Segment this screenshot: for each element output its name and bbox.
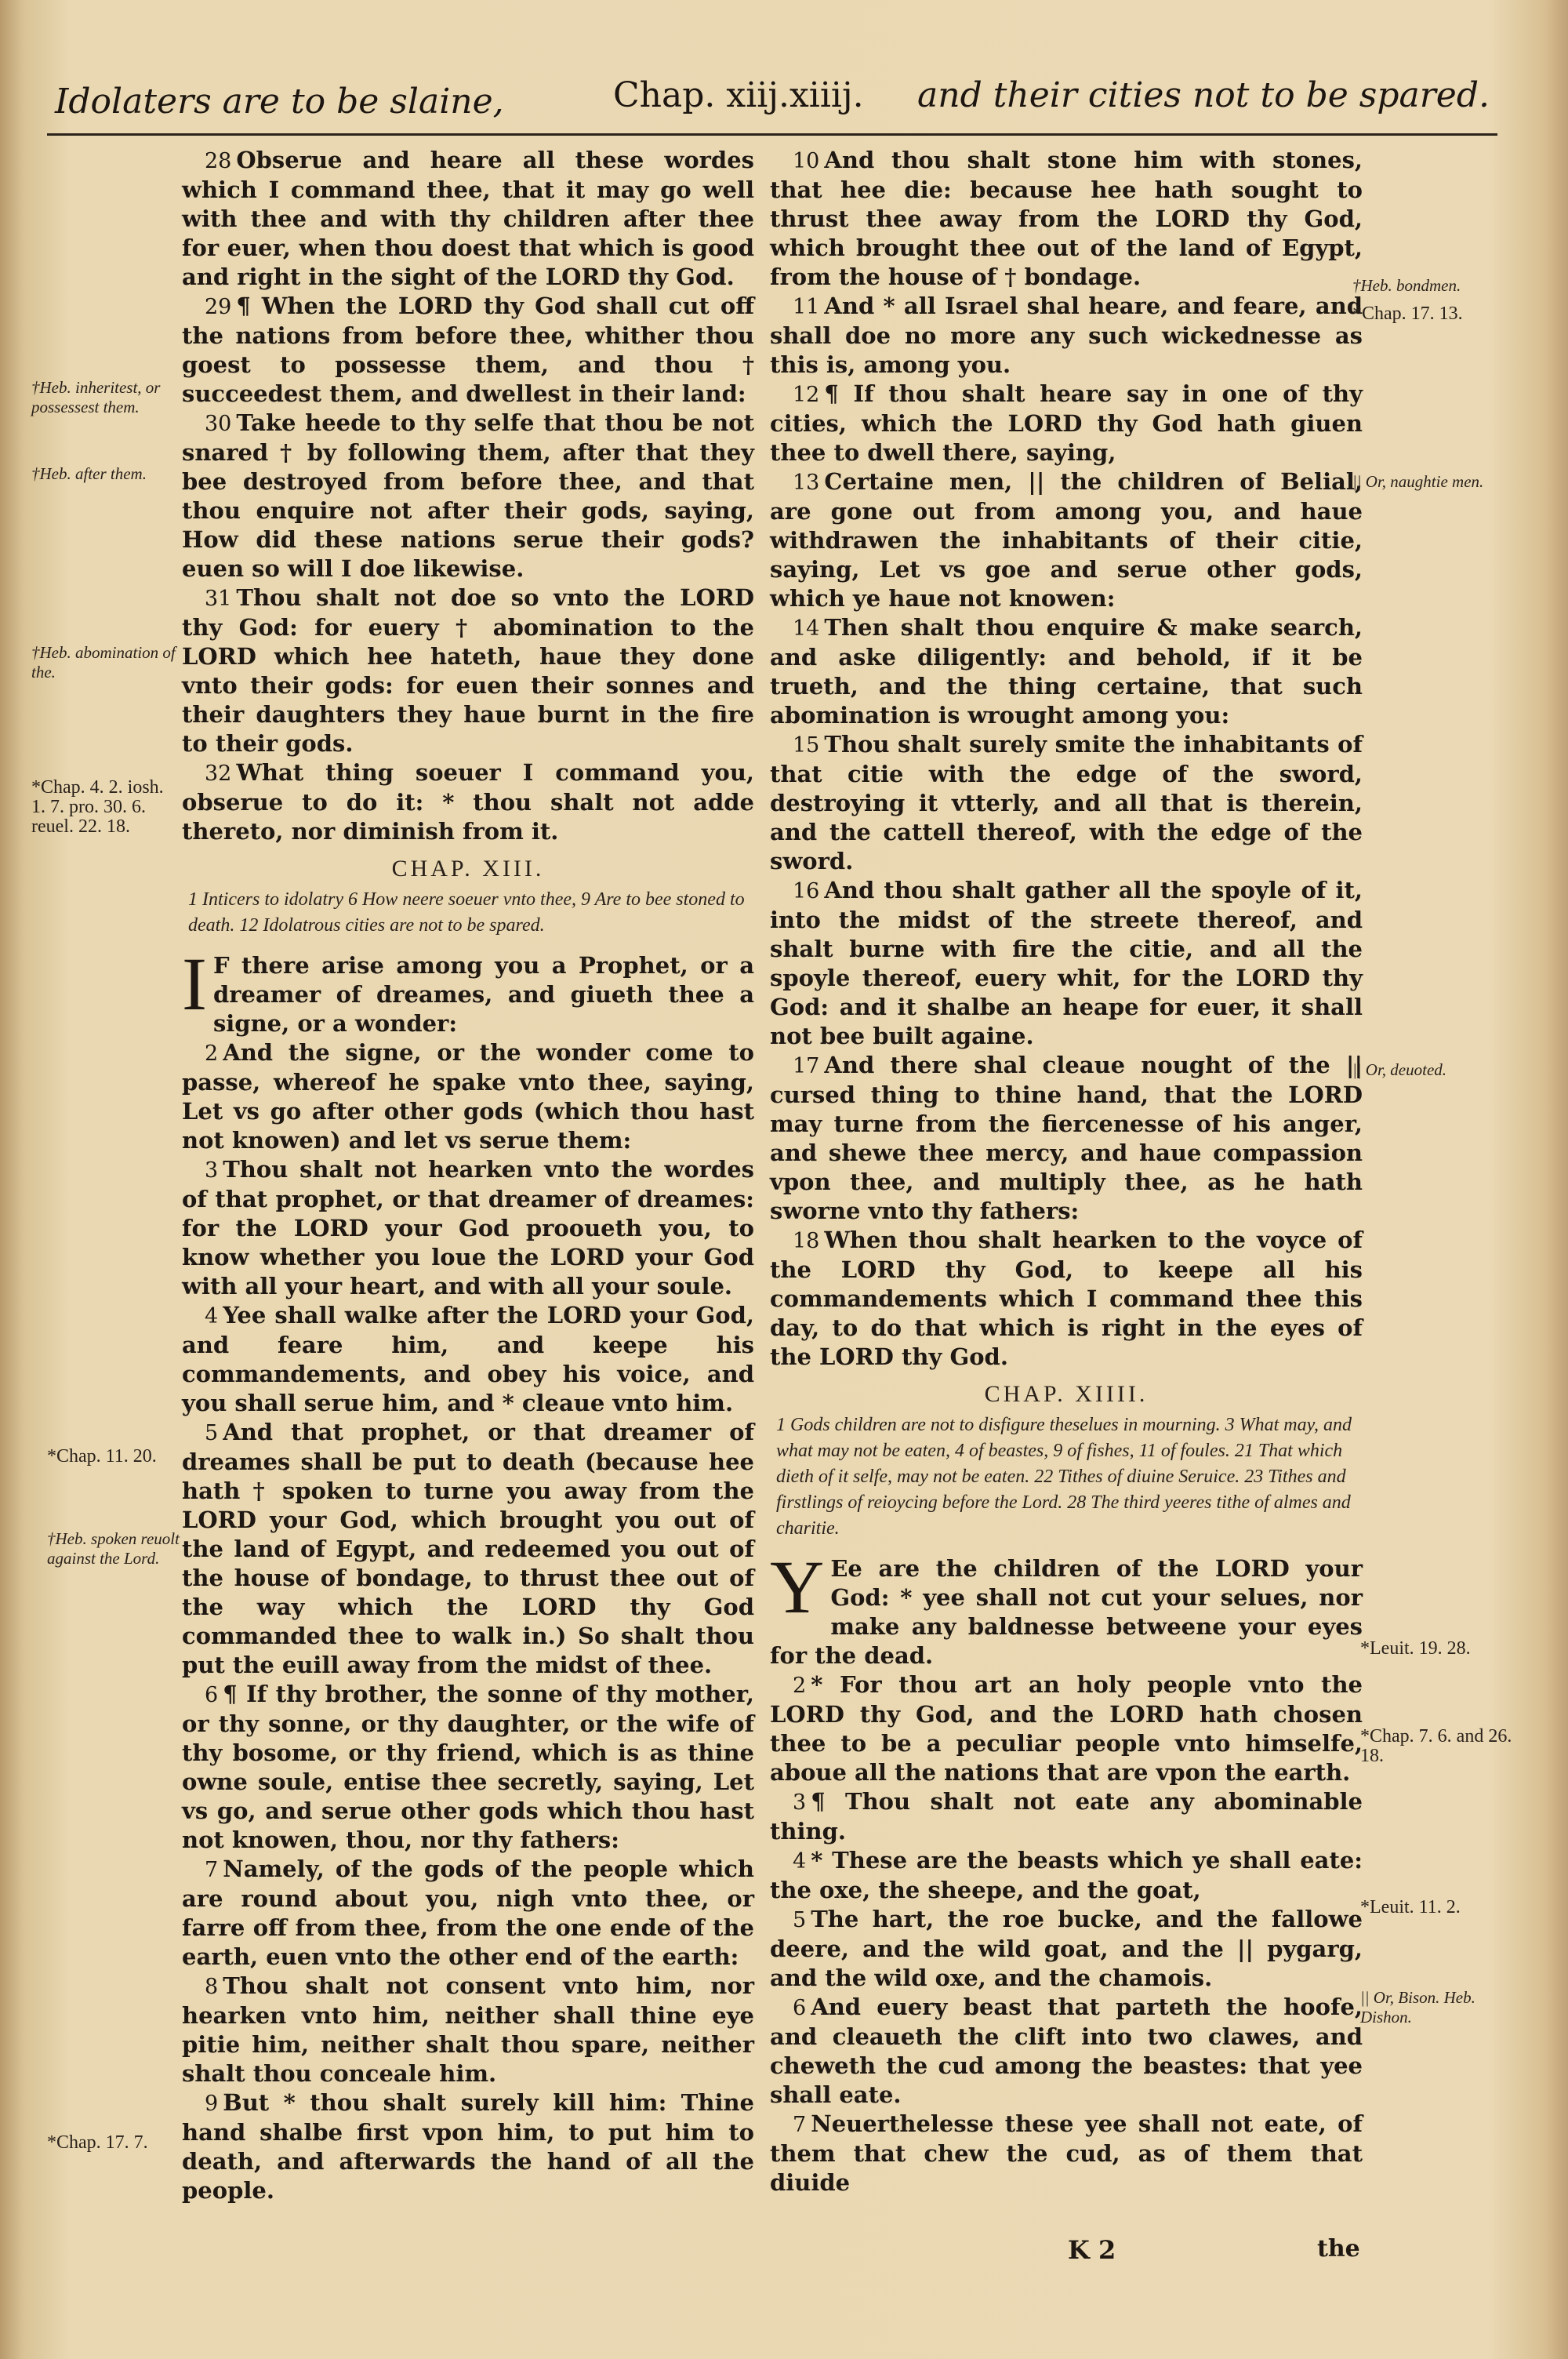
verse-text: When thou shalt hearken to the voyce of the LORD thy God, to keepe all his commandements which I command thee this day, to do that which is right in the eyes of the LORD thy God.	[770, 1227, 1363, 1370]
verse-number: 17	[793, 1054, 820, 1078]
verse-number: 4	[793, 1849, 807, 1874]
verse-number: 5	[793, 1908, 807, 1932]
verse-text: Thou shalt surely smite the inhabitants of that citie with the edge of the sword, destroying it vtterly, and all that is therein, and the cattell thereof, with the edge of the sword.	[770, 731, 1363, 874]
verse	[182, 1972, 754, 2088]
verse	[770, 876, 1363, 1051]
verse-text: And * all Israel shal heare, and feare, and shall doe no more any such wickednesse as this is, among you.	[770, 293, 1363, 378]
right-column	[770, 146, 1363, 2197]
margin-note: *Chap. 17. 13.	[1352, 304, 1463, 324]
verse-text: Obserue and heare all these wordes which I command thee, that it may go well with thee and with thy children after thee for euer, when thou doest that which is good and right in the sight of the LORD thy God.	[182, 147, 754, 290]
verse	[182, 1855, 754, 1972]
verse	[770, 730, 1363, 876]
verse-number: 2	[205, 1041, 219, 1066]
verse-text: Namely, of the gods of the people which are round about you, nigh vnto thee, or farre off from thee, from the one ende of the earth, euen vnto the other end of the earth:	[182, 1856, 754, 1970]
chapter-12-verses	[182, 146, 754, 846]
verse	[182, 292, 754, 409]
verse-text: Thou shalt not consent vnto him, nor hearken vnto him, neither shall thine eye pitie him, neither shalt thou spare, neither shalt thou conceale him.	[182, 1972, 754, 2087]
verse-text: And that prophet, or that dreamer of dreames shall be put to death (because hee hath † spoken to turne you away from the LORD your God, which brought you out of the land of Egypt, and redeemed you out of the house of bondage, to thrust thee out of the way which the LORD thy God commanded thee to walk in.) So shalt thou put the euill away from the midst of thee.	[182, 1419, 754, 1678]
verse-number: 30	[205, 412, 232, 436]
chapter-13-verses-cont	[770, 146, 1363, 1372]
margin-note: || Or, Bison. Heb. Dishon.	[1360, 1988, 1475, 2026]
verse	[770, 1051, 1363, 1226]
verse-text: And the signe, or the wonder come to passe, whereof he spake vnto thee, saying, Let vs go after other gods (which thou hast not knowen) and let vs serue them:	[182, 1039, 754, 1154]
header-right: and their cities not to be spared.	[917, 75, 1490, 115]
margin-note: *Chap. 17. 7.	[47, 2132, 148, 2153]
verse	[770, 1787, 1363, 1846]
margin-note: †Heb. abomination of the.	[31, 643, 176, 682]
verse	[182, 146, 754, 292]
chapter-13-verses	[182, 1038, 754, 2205]
verse-number: 32	[205, 761, 232, 786]
chapter-13-heading: CHAP. XIII.	[391, 856, 545, 881]
dropcap: Y	[770, 1545, 825, 1629]
margin-note: || Or, deuoted.	[1352, 1060, 1447, 1079]
verse-text: And there shal cleaue nought of the || cursed thing to thine hand, that the LORD may turne from the fiercenesse of his anger, and shewe thee mercy, and haue compassion vpon thee, and multiply thee, as he hath sworne vnto thy fathers:	[770, 1052, 1363, 1224]
verse-number: 16	[793, 879, 820, 903]
verse-text: Yee shall walke after the LORD your God, and feare him, and keepe his commandements, and obey his voice, and you shall serue him, and * cleaue vnto him.	[182, 1302, 754, 1416]
chapter-14-verses	[770, 1670, 1363, 2197]
verse-text: * These are the beasts which ye shall eate: the oxe, the sheepe, and the goat,	[770, 1847, 1363, 1903]
verse-number: 8	[205, 1975, 219, 1999]
verse-text: Certaine men, || the children of Belial, are gone out from among you, and haue withdrawen the inhabitants of their citie, saying, Let vs goe and serue other gods, which ye haue not knowen:	[770, 468, 1363, 612]
margin-note: *Chap. 7. 6. and 26. 18.	[1360, 1726, 1512, 1766]
verse-number: 10	[793, 149, 820, 173]
margin-note: *Leuit. 11. 2.	[1360, 1897, 1461, 1917]
verse-text: ¶ If thy brother, the sonne of thy mother, or thy sonne, or thy daughter, or the wife of thy bosome, or thy friend, which is as thine owne soule, entise thee secretly, saying, Let vs go, and serue other gods which thou hast not knowen, thou, nor thy fathers:	[182, 1681, 754, 1853]
verse-number: 3	[793, 1790, 807, 1815]
chapter-14-summary: 1 Gods children are not to disfigure theselues in mourning. 3 What may, and what may not be eaten, 4 of beastes, 9 of fishes, 11 of foules. 21 That which dieth of it selfe, may not be eaten. 22 Tithes of diuine Seruice. 23 Tithes and firstlings of reioycing before the Lord. 28 The third yeeres tithe of almes and charitie.	[776, 1415, 1352, 1539]
verse	[182, 1301, 754, 1418]
verse-number: 7	[793, 2113, 807, 2137]
verse-number: 29	[205, 295, 232, 319]
verse-number: 2	[793, 1674, 807, 1698]
verse-number: 6	[205, 1683, 219, 1707]
verse	[770, 292, 1363, 380]
verse	[770, 613, 1363, 730]
verse	[770, 2110, 1363, 2197]
verse	[182, 1038, 754, 1155]
verse-text: And thou shalt stone him with stones, that hee die: because hee hath sought to thrust thee away from the LORD thy God, which brought thee out of the land of Egypt, from the house of † bondage.	[770, 147, 1363, 290]
verse-text: ¶ If thou shalt heare say in one of thy cities, which the LORD thy God hath giuen thee to dwell there, saying,	[770, 380, 1363, 466]
chapter-13-verse-1: I F there arise among you a Prophet, or a dreamer of dreames, and giueth thee a signe, or a wonder:	[182, 942, 754, 1037]
margin-note: †Heb. bondmen.	[1352, 276, 1461, 295]
margin-note: || Or, naughtie men.	[1352, 472, 1484, 491]
margin-note: *Leuit. 19. 28.	[1360, 1638, 1471, 1659]
running-header	[55, 69, 1521, 132]
verse	[770, 1846, 1363, 1905]
verse	[770, 1993, 1363, 2110]
verse	[182, 1680, 754, 1855]
verse	[770, 1905, 1363, 1993]
margin-note: *Chap. 11. 20.	[47, 1446, 157, 1467]
verse-number: 11	[793, 295, 820, 319]
margin-note: *Chap. 4. 2. iosh. 1. 7. pro. 30. 6. reuel. 22. 18.	[31, 777, 164, 837]
verse	[770, 1670, 1363, 1787]
chapter-13-summary: 1 Inticers to idolatry 6 How neere soeuer vnto thee, 9 Are to bee stoned to death. 12 Idolatrous cities are not to be spared.	[188, 889, 745, 936]
verse-text: Thou shalt not hearken vnto the wordes of that prophet, or that dreamer of dreames: for the LORD your God prooueth you, to know whether you loue the LORD your God with all your heart, and with all your soule.	[182, 1156, 754, 1299]
verse-text: Thou shalt not doe so vnto the LORD thy God: for euery † abomination to the LORD which hee hateth, haue they done vnto their gods: for euen their sonnes and their daughters they haue burnt in the fire to their gods.	[182, 584, 754, 757]
verse-number: 7	[205, 1858, 219, 1882]
verse-text: And euery beast that parteth the hoofe, and cleaueth the clift into two clawes, and cheweth the cud among the beastes: that yee shall eate.	[770, 1994, 1363, 2108]
verse-text: Take heede to thy selfe that thou be not snared † by following them, after that they bee destroyed from before thee, and that thou enquire not after their gods, saying, How did these nations serue their gods? euen so will I doe likewise.	[182, 409, 754, 582]
verse-number: 13	[793, 471, 820, 495]
signature-mark: K 2	[1068, 2235, 1116, 2265]
margin-note: †Heb. after them.	[31, 464, 147, 483]
verse-number: 3	[205, 1158, 219, 1183]
verse	[770, 467, 1363, 613]
verse-text: Neuerthelesse these yee shall not eate, of them that chew the cud, as of them that diuide	[770, 2110, 1363, 2196]
verse-number: 18	[793, 1229, 820, 1253]
verse-text: ¶ When the LORD thy God shall cut off the nations from before thee, whither thou goest to possesse them, and thou † succeedest them, and dwellest in their land:	[182, 293, 754, 407]
verse-text: And thou shalt gather all the spoyle of it, into the midst of the streete thereof, and shalt burne with fire the citie, and all the spoyle thereof, euery whit, for the LORD thy God: and it shalbe an heape for euer, it shall not bee built againe.	[770, 877, 1363, 1049]
verse-number: 6	[793, 1996, 807, 2020]
verse	[182, 1418, 754, 1680]
verse	[182, 583, 754, 758]
verse	[770, 146, 1363, 292]
header-chapter: Chap. xiij.xiiij.	[613, 75, 864, 115]
verse-number: 14	[793, 616, 820, 641]
chapter-14-heading: CHAP. XIIII.	[984, 1381, 1149, 1407]
verse	[770, 1226, 1363, 1372]
verse-text: * For thou art an holy people vnto the LORD thy God, and the LORD hath chosen thee to be a peculiar people vnto himselfe, aboue all the nations that are vpon the earth.	[770, 1671, 1363, 1786]
verse	[182, 1155, 754, 1301]
header-left: Idolaters are to be slaine,	[55, 82, 504, 122]
chapter-14-verse-1: Y Ee are the children of the LORD your God: * yee shall not cut your selues, nor make any baldnesse betweene your eyes for the dead.	[770, 1545, 1363, 1669]
verse-number: 5	[205, 1421, 219, 1445]
verse-text: What thing soeuer I command you, obserue to do it: * thou shalt not adde thereto, nor diminish from it.	[182, 759, 754, 845]
verse-number: 12	[793, 383, 820, 407]
header-rule	[47, 133, 1497, 136]
verse	[770, 380, 1363, 467]
verse-number: 28	[205, 149, 232, 173]
catchword: the	[1317, 2235, 1360, 2263]
verse	[182, 758, 754, 846]
verse	[182, 2088, 754, 2205]
verse-number: 9	[205, 2092, 219, 2116]
verse-number: 31	[205, 587, 232, 611]
margin-note: †Heb. inheritest, or possessest them.	[31, 378, 161, 416]
verse-text: But * thou shalt surely kill him: Thine hand shalbe first vpon him, to put him to death, and afterwards the hand of all the people.	[182, 2089, 754, 2204]
verse	[182, 409, 754, 583]
verse-number: 15	[793, 733, 820, 758]
margin-note: †Heb. spoken reuolt against the Lord.	[47, 1529, 180, 1568]
verse-text: ¶ Thou shalt not eate any abominable thing.	[770, 1788, 1363, 1845]
left-column	[182, 146, 754, 2205]
verse-text: The hart, the roe bucke, and the fallowe deere, and the wild goat, and the || pygarg, and the wild oxe, and the chamois.	[770, 1906, 1363, 1991]
verse-number: 4	[205, 1304, 219, 1329]
dropcap: I	[182, 942, 207, 1026]
verse-text: Then shalt thou enquire & make search, and aske diligently: and behold, if it be trueth, and the thing certaine, that such abomination is wrought among you:	[770, 614, 1363, 729]
